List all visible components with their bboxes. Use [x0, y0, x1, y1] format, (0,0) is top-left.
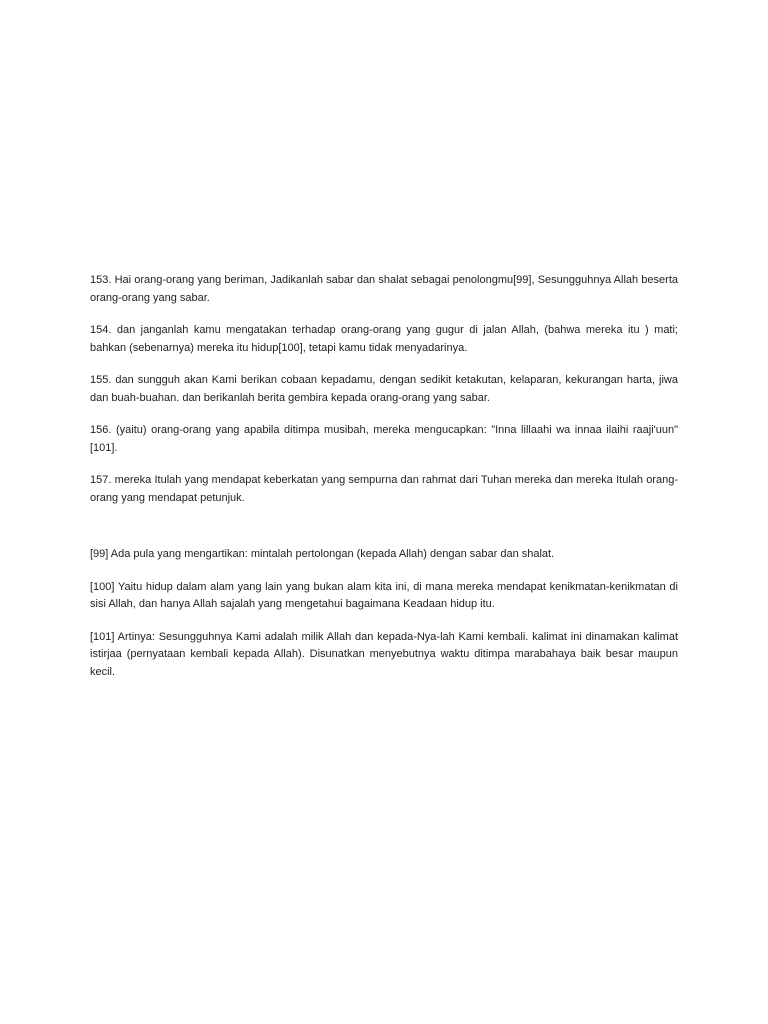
footnote-101: [101] Artinya: Sesungguhnya Kami adalah milik Allah dan kepada-Nya-lah Kami kembali. kalimat ini dinamakan kalimat istirjaa (pernyataan kembali kepada Allah). Disunatkan menyebutnya waktu ditimpa marabahaya baik besar maupun kecil. — [90, 630, 678, 678]
footnote-99: [99] Ada pula yang mengartikan: mintalah pertolongan (kepada Allah) dengan sabar dan shalat. — [90, 548, 555, 560]
verse-156: 156. (yaitu) orang-orang yang apabila ditimpa musibah, mereka mengucapkan: "Inna lillaahi wa innaa ilaihi raaji'uun"[101]. — [90, 424, 678, 454]
verse-153: 153. Hai orang-orang yang beriman, Jadikanlah sabar dan shalat sebagai penolongmu[99], Sesungguhnya Allah beserta orang-orang yang sabar. — [90, 274, 678, 304]
verse-157: 157. mereka Itulah yang mendapat keberkatan yang sempurna dan rahmat dari Tuhan mereka dan mereka Itulah orang-orang yang mendapat petunjuk. — [90, 474, 678, 504]
footnotes — [90, 546, 678, 696]
arabic-passage-top — [90, 90, 678, 258]
verse-154: 154. dan janganlah kamu mengatakan terhadap orang-orang yang gugur di jalan Allah, (bahwa mereka itu ) mati; bahkan (sebenarnya) mereka itu hidup[100], tetapi kamu tidak menyadarinya. — [90, 324, 678, 354]
verse-translations — [90, 272, 678, 522]
document-page — [90, 0, 678, 1024]
verse-155: 155. dan sungguh akan Kami berikan cobaan kepadamu, dengan sedikit ketakutan, kelaparan, kekurangan harta, jiwa dan buah-buahan. dan berikanlah berita gembira kepada orang-orang yang sabar. — [90, 374, 678, 404]
arabic-passage-bottom — [90, 789, 678, 919]
footnote-100: [100] Yaitu hidup dalam alam yang lain yang bukan alam kita ini, di mana mereka mendapat kenikmatan-kenikmatan di sisi Allah, dan hanya Allah sajalah yang mengetahui bagaimana Keadaan hidup itu. — [90, 580, 678, 610]
